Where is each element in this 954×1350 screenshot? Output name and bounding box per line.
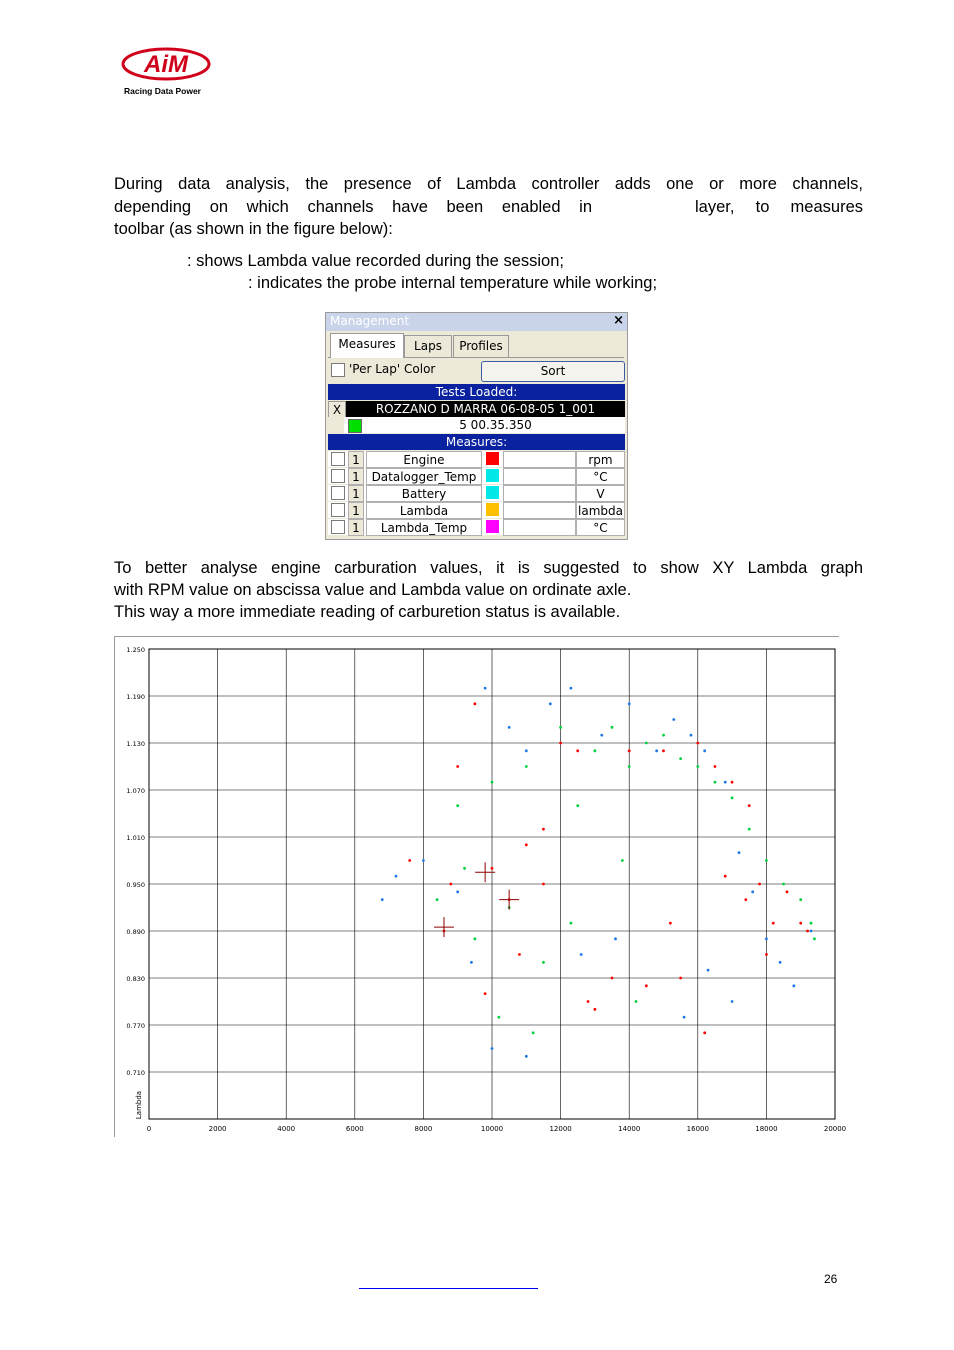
measure-row[interactable]	[328, 519, 625, 535]
logo-tagline: Racing Data Power	[124, 86, 201, 96]
data-point	[810, 922, 813, 925]
data-point	[408, 859, 411, 862]
data-point	[672, 718, 675, 721]
data-point	[628, 765, 631, 768]
management-panel	[325, 312, 628, 540]
per-lap-color-label: 'Per Lap' Color	[349, 362, 436, 376]
measure-checkbox[interactable]	[331, 486, 345, 500]
data-point	[679, 977, 682, 980]
data-point	[576, 749, 579, 752]
data-point	[456, 765, 459, 768]
data-point	[381, 898, 384, 901]
measures-header: Measures:	[328, 434, 625, 450]
test-time-row	[328, 417, 625, 433]
paragraph2-line3: This way a more immediate reading of carburetion status is available.	[114, 603, 621, 621]
data-point	[810, 930, 813, 933]
data-point	[748, 828, 751, 831]
data-point	[621, 859, 624, 862]
data-point	[635, 1000, 638, 1003]
x-tick-label: 2000	[208, 1125, 227, 1133]
test-row[interactable]	[328, 401, 625, 417]
data-point	[576, 804, 579, 807]
y-axis-label: Lambda	[135, 1090, 143, 1120]
paragraph2-line2: with RPM value on abscissa value and Lambda value on ordinate axle.	[114, 581, 632, 599]
data-point	[491, 781, 494, 784]
measure-row[interactable]	[328, 485, 625, 501]
page-number: 26	[824, 1272, 838, 1286]
measure-color-swatch[interactable]	[486, 520, 499, 533]
tab-measures[interactable]: Measures	[330, 333, 404, 358]
measure-name: Lambda	[366, 502, 482, 519]
measure-unit: lambda	[576, 502, 625, 519]
y-tick-label: 0.890	[126, 928, 145, 936]
measure-checkbox[interactable]	[331, 520, 345, 534]
y-tick-label: 0.770	[126, 1022, 145, 1030]
tab-laps[interactable]: Laps	[404, 335, 452, 358]
tab-profiles[interactable]: Profiles	[453, 335, 509, 358]
y-tick-label: 1.010	[126, 834, 145, 842]
y-tick-label: 1.130	[126, 740, 145, 748]
measure-checkbox[interactable]	[331, 469, 345, 483]
panel-titlebar	[326, 313, 627, 331]
data-point	[628, 749, 631, 752]
measure-value	[503, 519, 576, 536]
data-point	[724, 781, 727, 784]
data-point	[473, 702, 476, 705]
measure-unit: °C	[576, 468, 625, 485]
data-point	[525, 749, 528, 752]
data-point	[738, 851, 741, 854]
lambda-xy-chart	[114, 636, 847, 1137]
data-point	[758, 883, 761, 886]
data-point	[549, 702, 552, 705]
data-point	[456, 804, 459, 807]
y-tick-label: 1.250	[126, 646, 145, 654]
measure-value	[503, 502, 576, 519]
data-point	[569, 922, 572, 925]
data-point	[786, 890, 789, 893]
data-point	[731, 1000, 734, 1003]
data-point	[714, 781, 717, 784]
test-color-swatch[interactable]	[348, 419, 362, 433]
data-point	[614, 937, 617, 940]
measure-row[interactable]	[328, 468, 625, 484]
x-tick-label: 6000	[345, 1125, 364, 1133]
data-point	[655, 749, 658, 752]
data-point	[559, 726, 562, 729]
data-point	[542, 961, 545, 964]
data-point	[470, 961, 473, 964]
paragraph1-line2	[114, 196, 863, 219]
paragraph1-line1: During data analysis, the presence of Lambda controller adds one or more channels,	[114, 175, 863, 193]
data-point	[707, 969, 710, 972]
y-tick-label: 0.950	[126, 881, 145, 889]
data-point	[422, 859, 425, 862]
x-tick-label: 18000	[755, 1125, 778, 1133]
paragraph1-line2-left: depending on which channels have been enabled in	[114, 198, 592, 216]
measure-value	[503, 451, 576, 468]
data-point	[765, 937, 768, 940]
data-point	[532, 1031, 535, 1034]
x-tick-label: 20000	[823, 1125, 847, 1133]
measure-checkbox[interactable]	[331, 503, 345, 517]
data-point	[484, 687, 487, 690]
data-point	[518, 953, 521, 956]
data-point	[751, 890, 754, 893]
measure-name: Engine	[366, 451, 482, 468]
data-point	[497, 1016, 500, 1019]
data-point	[645, 984, 648, 987]
paragraph2-line1: To better analyse engine carburation values, it is suggested to show XY Lambda graph	[114, 559, 863, 577]
x-tick-label: 10000	[480, 1125, 504, 1133]
measure-row[interactable]	[328, 451, 625, 467]
y-tick-label: 0.710	[126, 1069, 145, 1077]
data-point	[491, 867, 494, 870]
test-remove-button[interactable]: X	[328, 401, 346, 418]
data-point	[559, 742, 562, 745]
data-point	[731, 796, 734, 799]
tests-loaded-header: Tests Loaded:	[328, 384, 625, 400]
measure-checkbox[interactable]	[331, 452, 345, 466]
data-point	[744, 898, 747, 901]
close-icon[interactable]: ×	[613, 313, 624, 328]
data-point	[799, 898, 802, 901]
panel-title: Management	[330, 314, 410, 328]
data-point	[662, 734, 665, 737]
measure-num[interactable]: 1	[348, 451, 364, 468]
measure-name: Battery	[366, 485, 482, 502]
data-point	[600, 734, 603, 737]
data-point	[645, 742, 648, 745]
x-tick-label: 14000	[618, 1125, 641, 1133]
data-point	[696, 742, 699, 745]
data-point	[456, 890, 459, 893]
measure-num[interactable]: 1	[348, 502, 364, 519]
data-point	[772, 922, 775, 925]
y-tick-label: 1.190	[126, 693, 145, 701]
x-tick-label: 16000	[686, 1125, 709, 1133]
measure-num[interactable]: 1	[348, 468, 364, 485]
sort-button[interactable]: Sort	[481, 361, 625, 382]
data-point	[669, 922, 672, 925]
test-name: ROZZANO D MARRA 06-08-05 1_001	[375, 402, 596, 416]
measure-color-swatch[interactable]	[486, 469, 499, 482]
data-point	[679, 757, 682, 760]
data-point	[542, 828, 545, 831]
data-point	[714, 765, 717, 768]
data-point	[587, 1000, 590, 1003]
measure-value	[503, 468, 576, 485]
measure-num[interactable]: 1	[348, 519, 364, 536]
data-point	[703, 1031, 706, 1034]
data-point	[799, 922, 802, 925]
logo-brand: AiM	[144, 51, 188, 78]
y-tick-label: 1.070	[126, 787, 145, 795]
per-lap-color-checkbox[interactable]	[331, 363, 345, 377]
y-tick-label: 0.830	[126, 975, 145, 983]
data-point	[683, 1016, 686, 1019]
measure-unit: rpm	[576, 451, 625, 468]
footer-link-underline[interactable]	[359, 1288, 538, 1289]
data-point	[662, 749, 665, 752]
test-time: 5 00.35.350	[459, 418, 532, 432]
data-point	[779, 961, 782, 964]
data-point	[611, 977, 614, 980]
data-point	[508, 726, 511, 729]
data-point	[748, 804, 751, 807]
measure-value	[503, 485, 576, 502]
data-point	[395, 875, 398, 878]
data-point	[690, 734, 693, 737]
data-point	[525, 1055, 528, 1058]
measure-num[interactable]: 1	[348, 485, 364, 502]
data-point	[765, 953, 768, 956]
data-point	[696, 765, 699, 768]
measure-unit: V	[576, 485, 625, 502]
x-tick-label: 12000	[549, 1125, 572, 1133]
data-point	[542, 883, 545, 886]
data-point	[525, 765, 528, 768]
data-point	[484, 992, 487, 995]
measure-color-swatch[interactable]	[486, 503, 499, 516]
data-point	[525, 843, 528, 846]
bullet-lambda: : shows Lambda value recorded during the session;	[187, 252, 564, 270]
data-point	[594, 1008, 597, 1011]
x-tick-label: 8000	[414, 1125, 433, 1133]
data-point	[703, 749, 706, 752]
measure-name: Datalogger_Temp	[366, 468, 482, 485]
data-point	[580, 953, 583, 956]
measure-name: Lambda_Temp	[366, 519, 482, 536]
measure-row[interactable]	[328, 502, 625, 518]
data-point	[569, 687, 572, 690]
x-tick-label: 0	[146, 1125, 152, 1133]
x-tick-label: 4000	[277, 1125, 296, 1133]
data-point	[782, 883, 785, 886]
data-point	[473, 937, 476, 940]
bullet-lambda-temp: : indicates the probe internal temperature while working;	[248, 274, 658, 292]
measure-color-swatch[interactable]	[486, 452, 499, 465]
data-point	[813, 937, 816, 940]
data-point	[628, 702, 631, 705]
paragraph1-line3: toolbar (as shown in the figure below):	[114, 220, 393, 238]
data-point	[436, 898, 439, 901]
data-point	[731, 781, 734, 784]
data-point	[594, 749, 597, 752]
data-point	[792, 984, 795, 987]
data-point	[463, 867, 466, 870]
data-point	[765, 859, 768, 862]
paragraph1-line2-right: layer, to measures	[695, 198, 863, 216]
data-point	[724, 875, 727, 878]
measure-color-swatch[interactable]	[486, 486, 499, 499]
data-point	[491, 1047, 494, 1050]
lambda-scatter-plot	[115, 637, 847, 1137]
data-point	[611, 726, 614, 729]
data-point	[806, 930, 809, 933]
measure-unit: °C	[576, 519, 625, 536]
data-point	[449, 883, 452, 886]
